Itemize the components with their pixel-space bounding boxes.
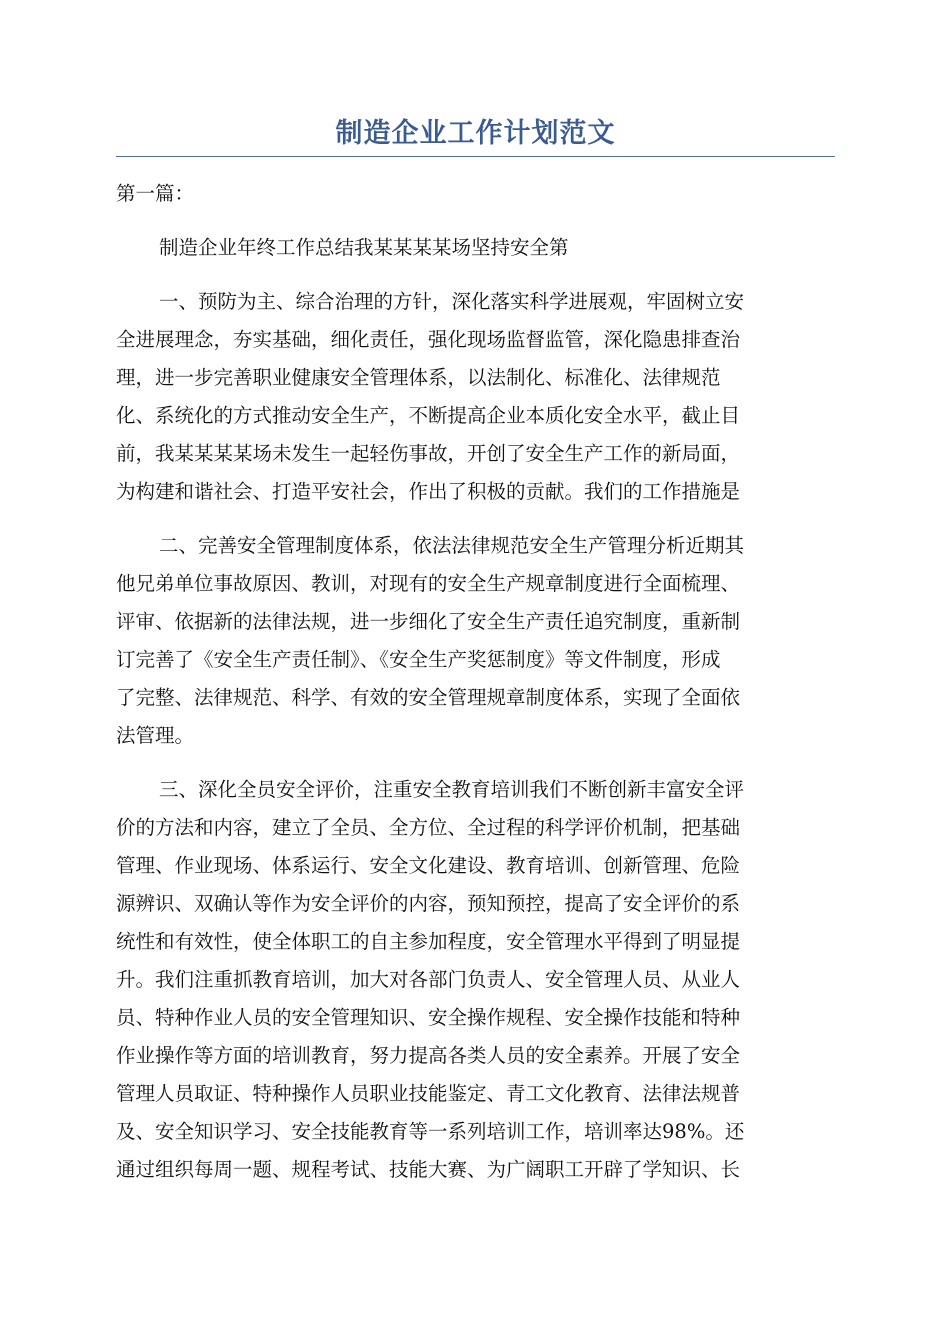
paragraph-line: 前，我某某某某场未发生一起轻伤事故，开创了安全生产工作的新局面， xyxy=(116,442,741,465)
paragraph-line: 了完整、法律规范、科学、有效的安全管理规章制度体系，实现了全面依 xyxy=(116,686,741,709)
spacer xyxy=(116,511,835,527)
title-bar xyxy=(116,112,835,157)
paragraph-line: 升。我们注重抓教育培训，加大对各部门负责人、安全管理人员、从业人 xyxy=(116,968,741,991)
paragraph-line: 管理人员取证、特种操作人员职业技能鉴定、青工文化教育、法律法规普 xyxy=(116,1082,741,1105)
spacer xyxy=(116,213,835,229)
paragraph-line: 法管理。 xyxy=(116,724,195,747)
spacer xyxy=(116,755,835,771)
paragraph-line: 通过组织每周一题、规程考试、技能大赛、为广阔职工开辟了学知识、长 xyxy=(116,1158,741,1181)
paragraph-1 xyxy=(116,283,835,511)
paragraph-2 xyxy=(116,527,835,755)
paragraph-line: 为构建和谐社会、打造平安社会，作出了积极的贡献。我们的工作措施是 xyxy=(116,480,741,503)
paragraph-line: 他兄弟单位事故原因、教训，对现有的安全生产规章制度进行全面梳理、 xyxy=(116,572,741,595)
paragraph-line: 评审、依据新的法律法规，进一步细化了安全生产责任追究制度，重新制 xyxy=(116,610,741,633)
paragraph-line: 员、特种作业人员的安全管理知识、安全操作规程、安全操作技能和特种 xyxy=(116,1006,741,1029)
paragraph-line: 管理、作业现场、体系运行、安全文化建设、教育培训、创新管理、危险 xyxy=(116,854,741,877)
paragraph-line: 理，进一步完善职业健康安全管理体系，以法制化、标准化、法律规范 xyxy=(116,366,721,389)
paragraph-line: 源辨识、双确认等作为安全评价的内容，预知预控，提高了安全评价的系 xyxy=(116,892,741,915)
paragraph-3 xyxy=(116,771,835,1189)
paragraph-line: 三、深化全员安全评价，注重安全教育培训我们不断创新丰富安全评 xyxy=(159,778,745,801)
subtitle-line: 制造企业年终工作总结我某某某某场坚持安全第 xyxy=(159,236,569,259)
paragraph-line: 化、系统化的方式推动安全生产，不断提高企业本质化安全水平，截止目 xyxy=(116,404,741,427)
paragraph-line: 作业操作等方面的培训教育，努力提高各类人员的安全素养。开展了安全 xyxy=(116,1044,741,1067)
paragraph-line: 订完善了《安全生产责任制》、《安全生产奖惩制度》等文件制度，形成 xyxy=(116,648,721,671)
paragraph-line: 统性和有效性，使全体职工的自主参加程度，安全管理水平得到了明显提 xyxy=(116,930,741,953)
document-title: 制造企业工作计划范文 xyxy=(335,118,616,149)
paragraph-line: 一、预防为主、综合治理的方针，深化落实科学进展观，牢固树立安 xyxy=(159,290,745,313)
paragraph-line: 价的方法和内容，建立了全员、全方位、全过程的科学评价机制，把基础 xyxy=(116,816,741,839)
paragraph-line: 二、完善安全管理制度体系，依法法律规范安全生产管理分析近期其 xyxy=(159,534,745,557)
section-heading: 第一篇： xyxy=(116,182,195,205)
paragraph-line: 全进展理念，夯实基础，细化责任，强化现场监督监管，深化隐患排查治 xyxy=(116,328,741,351)
paragraph-line: 及、安全知识学习、安全技能教育等一系列培训工作，培训率达98%。还 xyxy=(116,1120,745,1143)
document-body xyxy=(116,175,835,1189)
spacer xyxy=(116,267,835,283)
